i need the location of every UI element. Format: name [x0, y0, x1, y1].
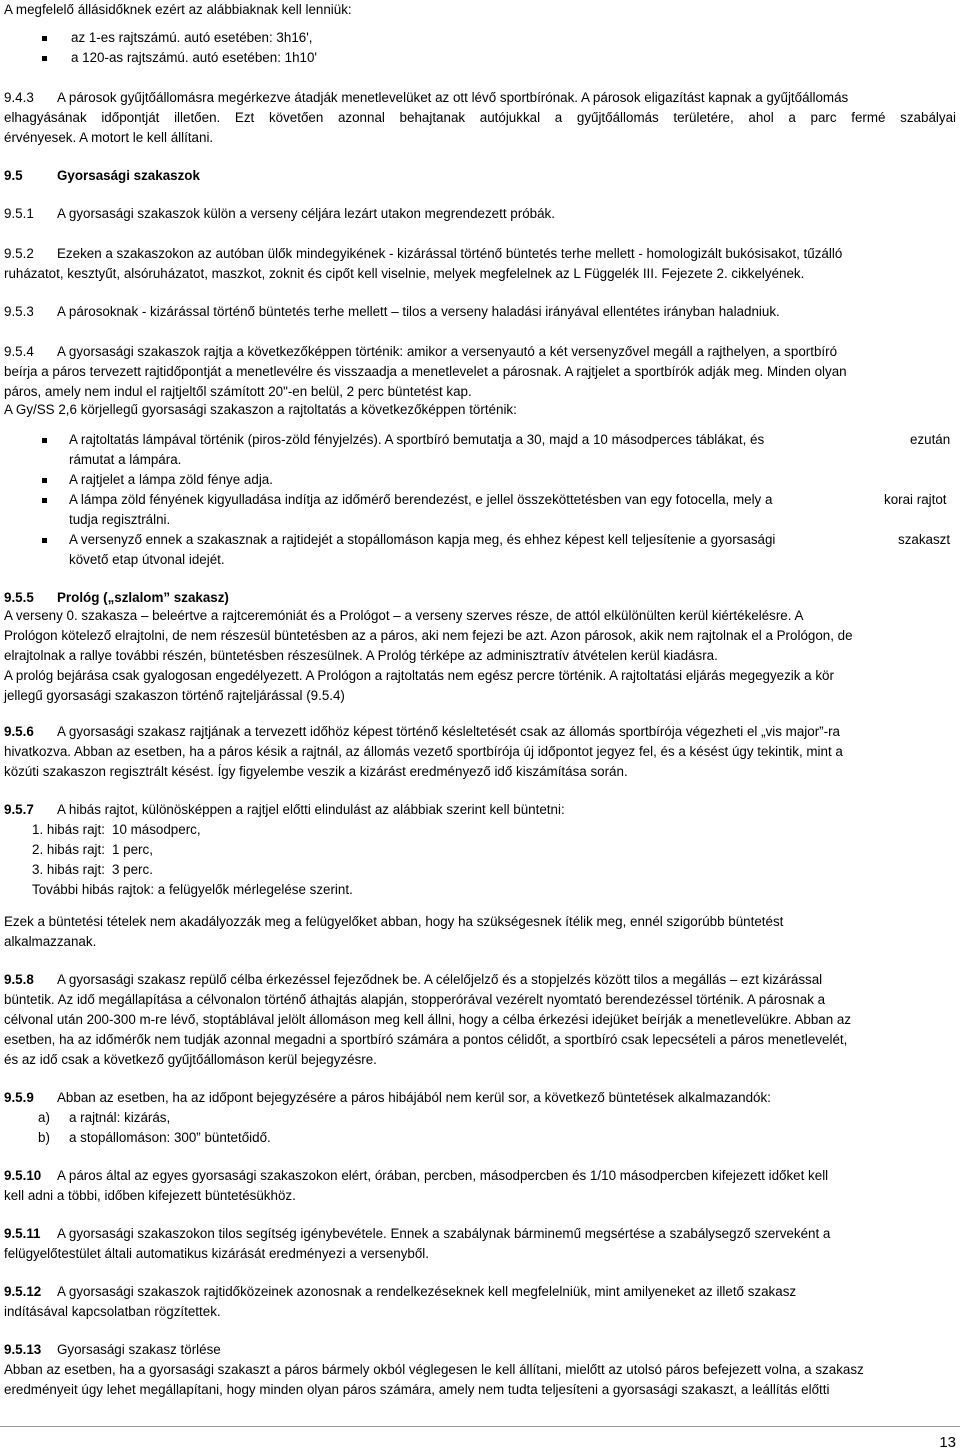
bullet-item: A rajtjelet a lámpa zöld fénye adja.: [42, 470, 956, 490]
paragraph-line: elrajtolnak a rallye további részén, büntetésben részesülnek. A Prológ térképe az adminisztratív átvételen kerül kiadásra.: [4, 648, 718, 663]
bullet-item: az 1-es rajtszámú. autó esetében: 3h16',: [42, 28, 942, 48]
paragraph-line: eredményeit úgy lehet megállapítani, hogy minden olyan páros számára, amely nem tudta teljesíteni a gyorsasági szakaszt, a leállítás előtti: [4, 1382, 830, 1397]
section-number: 9.5.8: [4, 972, 34, 987]
paragraph-line: közúti szakaszon regisztrált késést. Így figyelembe veszik a kizárást eredményező idő kiszámítása során.: [4, 764, 628, 779]
paragraph-line: A Gy/SS 2,6 körjellegű gyorsasági szakaszon a rajtoltatás a következőképpen történik:: [4, 402, 517, 417]
section-number: 9.5.10: [4, 1168, 42, 1183]
paragraph-line: felügyelőtestület általi automatikus kizárását eredményezi a versenyből.: [4, 1246, 430, 1261]
penalty-row: 2. hibás rajt: 1 perc,: [32, 842, 153, 857]
section-number: 9.5.11: [4, 1226, 41, 1241]
paragraph-line: jellegű gyorsasági szakaszon történő rajteljárással (9.5.4): [4, 688, 345, 703]
section-heading: 9.5.5 Prológ („szlalom” szakasz): [4, 590, 229, 605]
paragraph-line: beírja a páros tervezett rajtidőpontját a menetlevélre és visszaadja a menetlevelet a párosnak. A rajtjelet a sportbírók adják meg. Minden olyan: [4, 364, 847, 379]
paragraph-line: Abban az esetben, ha a gyorsasági szakaszt a páros bármely okból véglegesen le kell állítani, mielőtt az utolsó páros befejezett volna, a szakasz: [4, 1362, 864, 1377]
section-number: 9.5.6: [4, 724, 34, 739]
paragraph-line: érvényesek. A motort le kell állítani.: [4, 130, 214, 145]
section-number: 9.5.2: [4, 246, 34, 261]
section-number: 9.5.7: [4, 802, 34, 817]
paragraph-line: 9.5.10 A páros által az egyes gyorsasági szakaszokon elért, órában, percben, másodpercben és 1/10 másodpercben kifejezett időket kell: [4, 1166, 956, 1186]
bullet-continuation: követő etap útvonal idejét.: [69, 552, 225, 567]
footer-divider: [0, 1426, 960, 1427]
bullet-icon: [42, 36, 47, 41]
section-number: 9.4.3: [4, 90, 34, 105]
section-number: 9.5.13: [4, 1342, 42, 1357]
penalty-row: 1. hibás rajt: 10 másodperc,: [32, 822, 201, 837]
paragraph-line: esetben, ha az időmérők nem tudják azonnal megadni a sportbíró számára a pontos célidőt, a sportbíró csak lepecsételi a páros menetlevelét,: [4, 1032, 848, 1047]
page-number: 13: [939, 1434, 956, 1451]
paragraph-line: Ezek a büntetési tételek nem akadályozzák meg a felügyelőket abban, hogy ha szükségesnek ítélik meg, ennél szigorúbb büntetést: [4, 914, 784, 929]
section-heading: 9.5 Gyorsasági szakaszok: [4, 168, 200, 183]
paragraph-line: ruházatot, kesztyűt, alsóruházatot, maszkot, zoknit és cipőt kell viselnie, melyek megfelelnek az L Függelék III. Fejezete 2. cikkelyének.: [4, 266, 805, 281]
paragraph-line: A verseny 0. szakasza – beleértve a rajtceremóniát és a Prológot – a verseny szerves része, de attól elkülönülten kerül kiértékelésre. A: [4, 608, 804, 623]
paragraph-line: büntetik. Az idő megállapítása a célvonalon történő áthajtás alapján, stopperórával vezérelt nyomtató berendezéssel történik. A párosnak a: [4, 992, 826, 1007]
bullet-item: A rajtoltatás lámpával történik (piros-zöld fényjelzés). A sportbíró bemutatja a 30, majd a 10 másodperces táblákat, és: [42, 430, 956, 450]
penalty-row: 3. hibás rajt: 3 perc.: [32, 862, 153, 877]
paragraph-line: és az idő csak a következő gyűjtőállomáson kerül bejegyzésre.: [4, 1052, 377, 1067]
bullet-icon: [42, 438, 47, 443]
paragraph-line: 9.5.1 A gyorsasági szakaszok külön a verseny céljára lezárt utakon megrendezett próbák.: [4, 204, 956, 224]
section-number: 9.5.3: [4, 304, 34, 319]
bullet-icon: [42, 478, 47, 483]
text-fragment: szakaszt: [898, 532, 951, 547]
paragraph-line: indításával kapcsolatban rögzítettek.: [4, 1304, 221, 1319]
paragraph-line: elhagyásának időpontját illetően. Ezt követően azonnal behajtanak autójukkal a gyűjtőállomás területére, ahol a parc fermé szabályai: [4, 110, 956, 125]
paragraph-line: alkalmazzanak.: [4, 934, 97, 949]
paragraph-line: 9.5.12 A gyorsasági szakaszok rajtidőközeinek azonosnak a rendelkezéseknek kell megfelelniük, mint amilyeneket az illető szakasz: [4, 1282, 956, 1302]
bullet-icon: [42, 56, 47, 61]
paragraph-line: kell adni a többi, időben kifejezett büntetésükhöz.: [4, 1188, 296, 1203]
list-item: a) a rajtnál: kizárás,: [38, 1110, 171, 1125]
paragraph-line: A prológ bejárása csak gyalogosan engedélyezett. A Prológon a rajtoltatás nem egész percre történik. A rajtoltatási eljárás megegyezik a kör: [4, 668, 834, 683]
section-number: 9.5.9: [4, 1090, 34, 1105]
paragraph-line: 9.5.8 A gyorsasági szakasz repülő célba érkezéssel fejeződnek be. A célelőjelző és a stopjelzés között tilos a megállás – ezt kizárással: [4, 970, 956, 990]
bullet-continuation: rámutat a lámpára.: [69, 452, 182, 467]
paragraph-line: páros, amely nem indul el rajtjeltől számított 20"-en belül, 2 perc büntetést kap.: [4, 384, 472, 399]
paragraph-line: 9.5.13 Gyorsasági szakasz törlése: [4, 1340, 956, 1360]
paragraph-line: Prológon kötelező elrajtolni, de nem részesül büntetésben az a páros, aki nem fejezi be azt. Azon párosok, akik nem rajtolnak el a Prológon, de: [4, 628, 853, 643]
bullet-continuation: tudja regisztrálni.: [69, 512, 171, 527]
bullet-item: A lámpa zöld fényének kigyulladása indítja az időmérő berendezést, e jellel összeköttetésben van egy fotocella, mely a: [42, 490, 956, 510]
section-number: 9.5.12: [4, 1284, 42, 1299]
paragraph-line: hivatkozva. Abban az esetben, ha a páros késik a rajtnál, az állomás vezető sportbírója új időpontot jegyez fel, és a késést úgy tekintik, mint a: [4, 744, 843, 759]
text-fragment: korai rajtot: [884, 492, 947, 507]
paragraph-line: 9.5.3 A párosoknak - kizárással történő büntetés terhe mellett – tilos a verseny haladási irányával ellentétes irányban haladniuk.: [4, 302, 956, 322]
list-item: b) a stopállomáson: 300” büntetőidő.: [38, 1130, 271, 1145]
bullet-icon: [42, 538, 47, 543]
paragraph-line: 9.5.4 A gyorsasági szakaszok rajtja a következőképpen történik: amikor a versenyautó a két versenyzővel megáll a rajthelyen, a sportbíró: [4, 342, 956, 362]
bullet-item: a 120-as rajtszámú. autó esetében: 1h10': [42, 48, 942, 68]
paragraph-line: 9.5.2 Ezeken a szakaszokon az autóban ülők mindegyikének - kizárással történő büntetés terhe mellett - homologizált bukósisakot, tűzálló: [4, 244, 956, 264]
section-number: 9.5.1: [4, 206, 34, 221]
section-number: 9.5.4: [4, 344, 34, 359]
penalty-note: További hibás rajtok: a felügyelők mérlegelése szerint.: [32, 882, 353, 897]
bullet-item: A versenyző ennek a szakasznak a rajtidejét a stopállomáson kapja meg, és ehhez képest kell teljesítenie a gyorsasági: [42, 530, 956, 550]
text-line: A megfelelő állásidőknek ezért az alábbiaknak kell lenniük:: [4, 2, 352, 17]
paragraph-line: 9.4.3 A párosok gyűjtőállomásra megérkezve átadják menetlevelüket az ott lévő sportbírónak. A párosok eligazítást kapnak a gyűjtőállomás: [4, 88, 956, 108]
bullet-icon: [42, 498, 47, 503]
paragraph-line: 9.5.9 Abban az esetben, ha az időpont bejegyzésére a páros hibájából nem kerül sor, a következő büntetések alkalmazandók:: [4, 1088, 956, 1108]
paragraph-line: 9.5.6 A gyorsasági szakasz rajtjának a tervezett időhöz képest történő késleltetését csak az állomás sportbírója végezheti el „vis major”-ra: [4, 722, 956, 742]
paragraph-line: 9.5.11 A gyorsasági szakaszokon tilos segítség igénybevétele. Ennek a szabálynak bárminemű megsértése a szabálysegző szerveként a: [4, 1224, 956, 1244]
text-fragment: ezután: [910, 432, 951, 447]
paragraph-line: 9.5.7 A hibás rajtot, különösképpen a rajtjel előtti elindulást az alábbiak szerint kell büntetni:: [4, 800, 956, 820]
paragraph-line: célvonal után 200-300 m-re lévő, stoptáblával jelölt állomáson meg kell állni, hogy a célba érkezési idejüket beírják a menetlevelükre. Abban az: [4, 1012, 852, 1027]
